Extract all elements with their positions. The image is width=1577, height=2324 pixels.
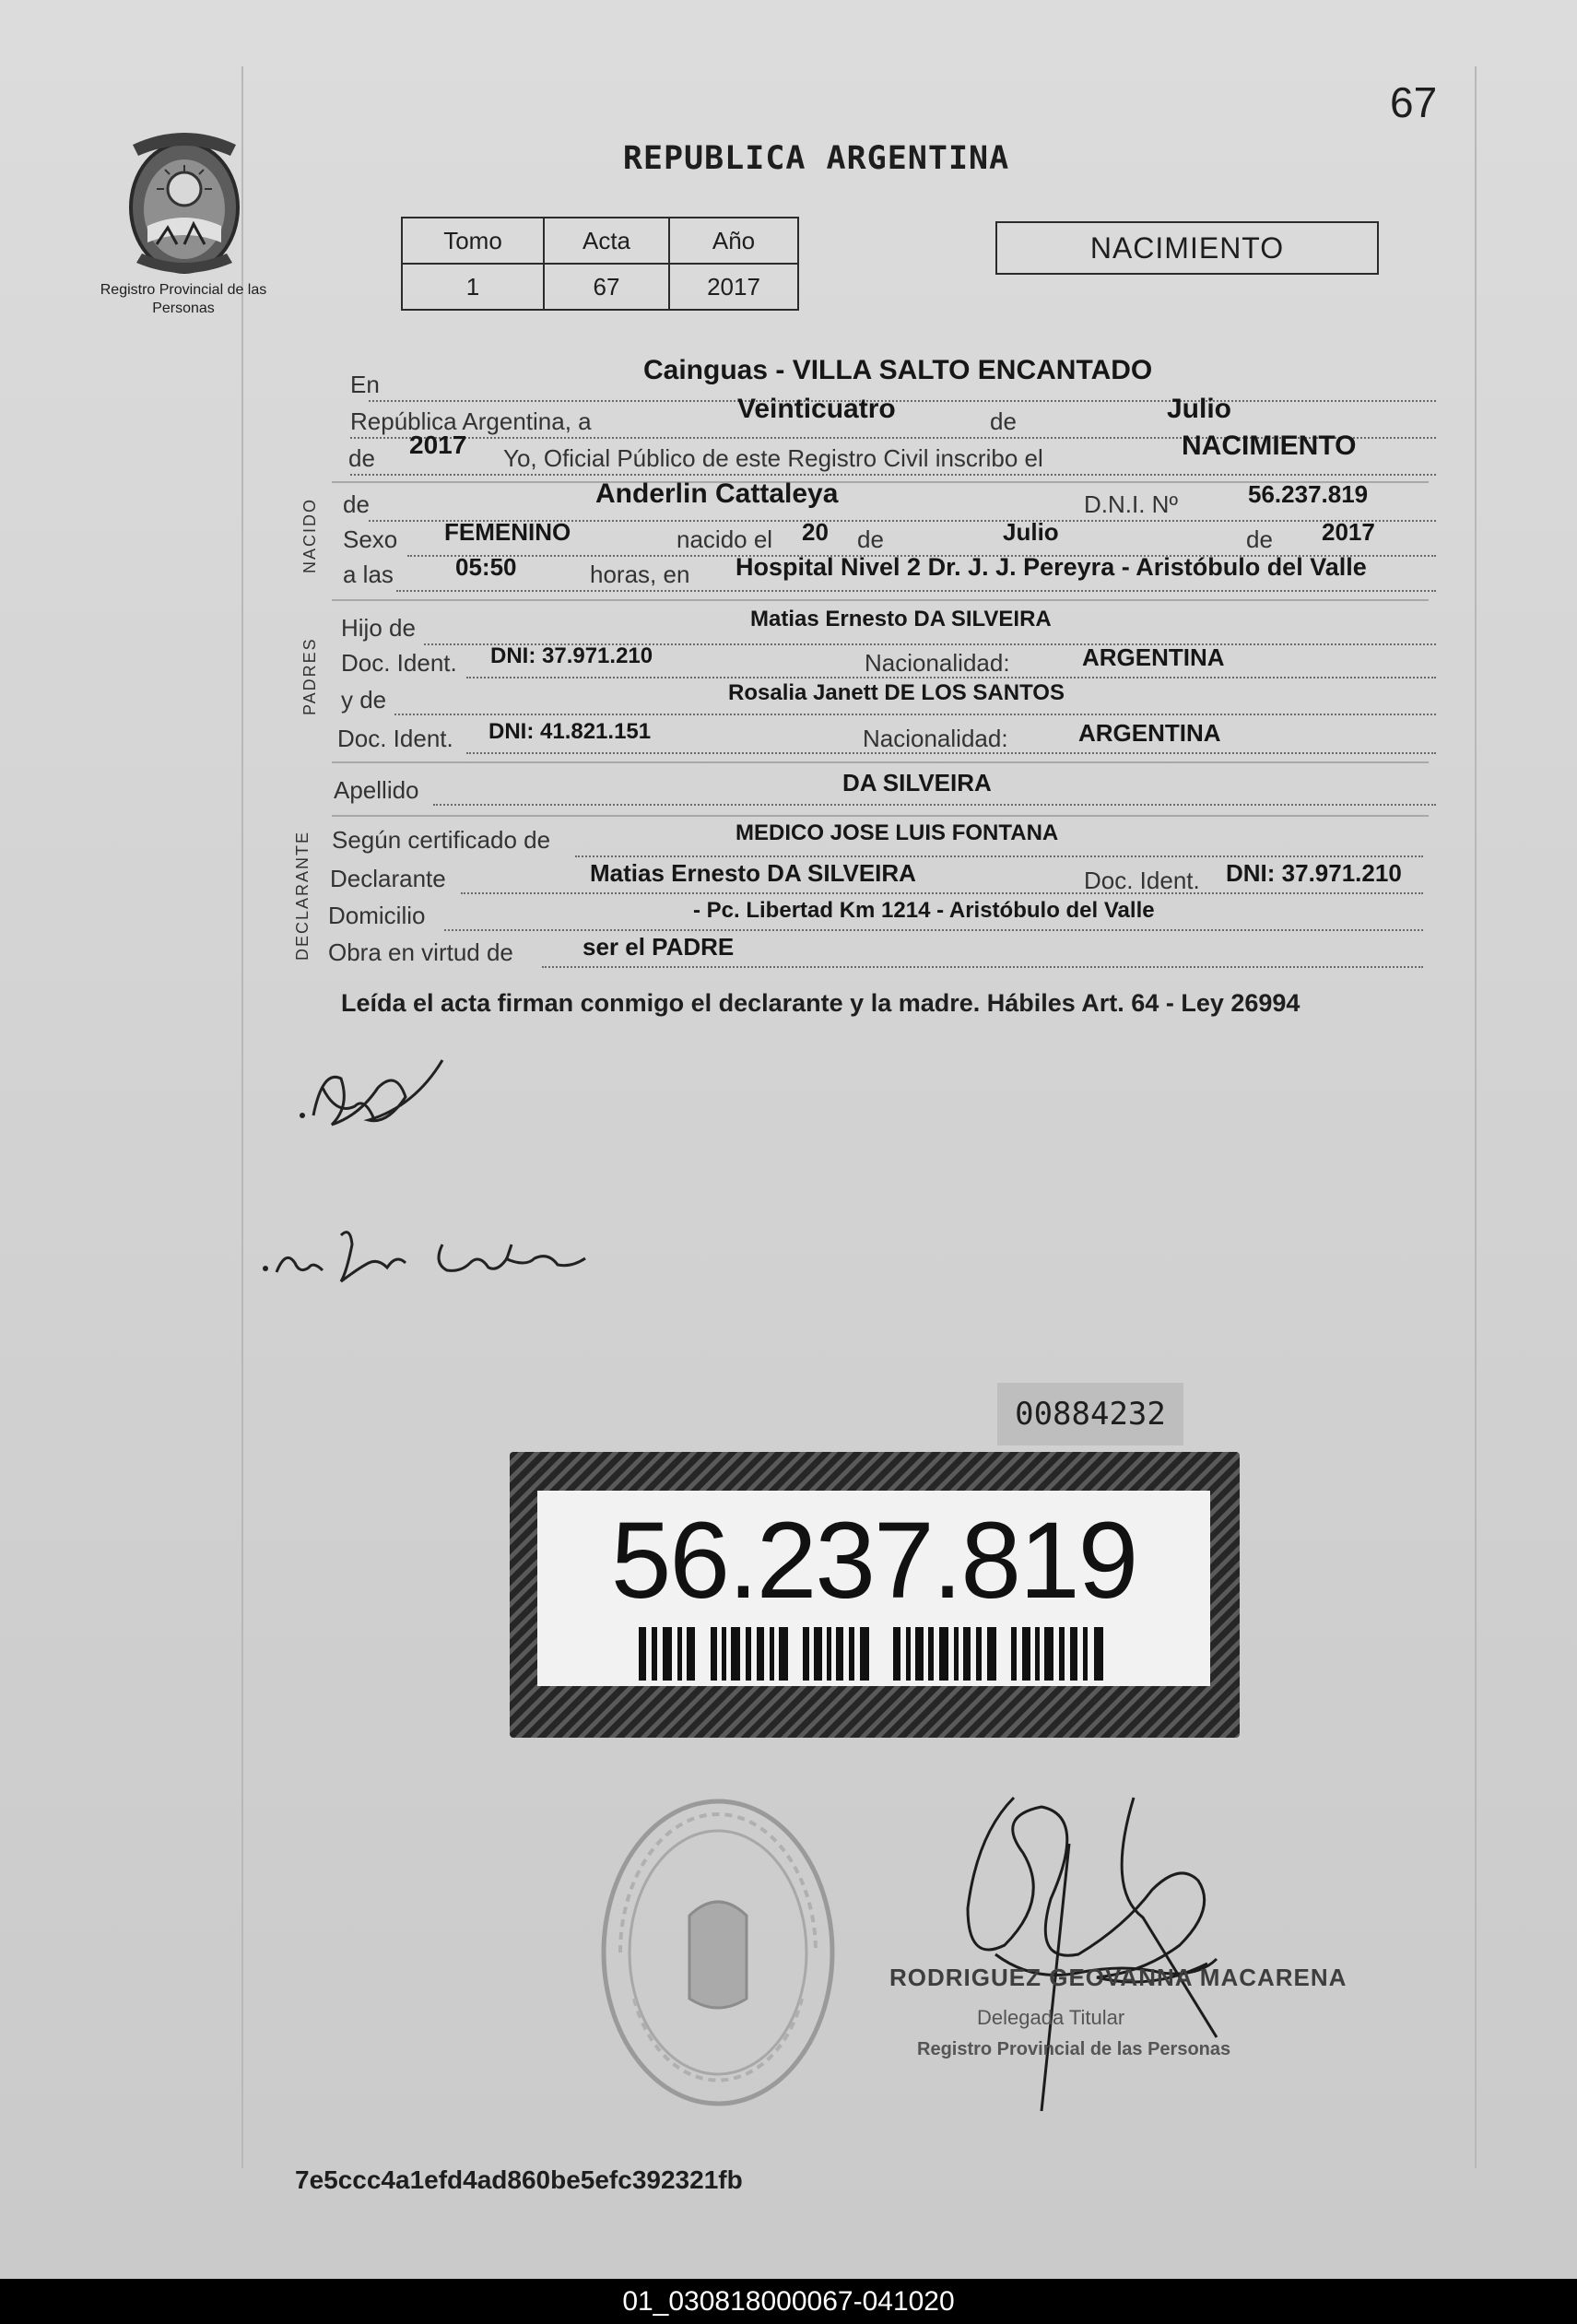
closing-statement: Leída el acta firman conmigo el declarante y la madre. Hábiles Art. 64 - Ley 26994	[341, 989, 1300, 1017]
declarant-doc-label: Doc. Ident.	[1084, 867, 1200, 894]
official-role: Delegada Titular	[977, 2006, 1125, 2029]
province-coat-of-arms-logo	[120, 124, 249, 281]
registry-table	[401, 217, 799, 311]
year-label: de	[348, 444, 375, 472]
month-label: de	[990, 407, 1017, 435]
control-number: 00884232	[997, 1383, 1183, 1445]
father-name-value: Matias Ernesto DA SILVEIRA	[750, 607, 1052, 631]
surname-value: DA SILVEIRA	[842, 769, 992, 796]
dni-barcode-label	[510, 1452, 1240, 1738]
registry-header-tomo: Tomo	[402, 218, 544, 264]
official-office: Registro Provincial de las Personas	[917, 2039, 1231, 2059]
mother-doc-value: DNI: 41.821.151	[488, 719, 652, 744]
registry-header-ano: Año	[669, 218, 798, 264]
birth-year-label: de	[1246, 525, 1273, 553]
father-doc-label: Doc. Ident.	[341, 649, 457, 677]
footer-code: 01_030818000067-041020	[622, 2286, 955, 2317]
registry-office-caption: Registro Provincial de las Personas	[100, 282, 267, 316]
month-value: Julio	[1167, 394, 1232, 424]
official-stamp	[597, 1796, 839, 2109]
place-value: Cainguas - VILLA SALTO ENCANTADO	[643, 355, 1153, 385]
surname-label: Apellido	[334, 776, 419, 804]
mother-signature	[258, 1217, 590, 1291]
birth-place-value: Hospital Nivel 2 Dr. J. J. Pereyra - Aristóbulo del Valle	[736, 553, 1367, 581]
birth-month-value: Julio	[1003, 518, 1059, 546]
declarant-label: Declarante	[330, 865, 446, 892]
barcode-bars	[639, 1627, 1109, 1681]
father-label: Hijo de	[341, 614, 416, 642]
child-name-value: Anderlin Cattaleya	[595, 478, 839, 509]
mother-nationality-value: ARGENTINA	[1078, 719, 1221, 747]
child-dni-value: 56.237.819	[1248, 480, 1369, 508]
mother-nationality-label: Nacionalidad:	[863, 725, 1008, 752]
republica-label: República Argentina, a	[350, 407, 592, 435]
act-type-value: NACIMIENTO	[1182, 431, 1357, 461]
document-hash: 7e5ccc4a1efd4ad860be5efc392321fb	[295, 2165, 743, 2194]
father-doc-value: DNI: 37.971.210	[490, 643, 653, 668]
certificate-label: Según certificado de	[332, 826, 551, 854]
mother-name-value: Rosalia Janett DE LOS SANTOS	[728, 680, 1065, 705]
declarant-doc-value: DNI: 37.971.210	[1226, 859, 1402, 887]
place-label: En	[350, 371, 380, 398]
mother-doc-label: Doc. Ident.	[337, 725, 453, 752]
child-name-label: de	[343, 490, 370, 518]
sex-value: FEMENINO	[444, 518, 571, 546]
registry-value-ano: 2017	[669, 264, 798, 310]
address-value: - Pc. Libertad Km 1214 - Aristóbulo del Valle	[693, 898, 1155, 923]
birth-month-label: de	[857, 525, 884, 553]
registry-value-acta: 67	[544, 264, 669, 310]
section-label-declarante: DECLARANTE	[293, 830, 312, 961]
registry-value-tomo: 1	[402, 264, 544, 310]
mother-label: y de	[341, 686, 387, 714]
registry-table-header-row	[402, 218, 798, 264]
section-label-nacido: NACIDO	[300, 497, 319, 573]
section-label-padres: PADRES	[300, 637, 319, 715]
barcode-number: 56.237.819	[610, 1500, 1137, 1622]
page-number: 67	[1390, 78, 1438, 126]
father-nationality-value: ARGENTINA	[1082, 643, 1225, 671]
declarant-name-value: Matias Ernesto DA SILVEIRA	[590, 859, 916, 887]
year-value: 2017	[409, 431, 467, 459]
father-nationality-label: Nacionalidad:	[865, 649, 1010, 677]
born-label: nacido el	[677, 525, 773, 553]
birth-year-value: 2017	[1322, 518, 1375, 546]
section-divider-declarante	[332, 815, 1429, 817]
record-type-box: NACIMIENTO	[995, 221, 1379, 275]
birth-day-value: 20	[802, 518, 829, 546]
address-label: Domicilio	[328, 902, 426, 929]
hours-label: horas, en	[590, 560, 690, 588]
sex-label: Sexo	[343, 525, 398, 553]
official-name: RODRIGUEZ GEOVANNA MACARENA	[889, 1964, 1348, 1991]
header-title: REPUBLICA ARGENTINA	[622, 140, 1010, 177]
barcode-panel	[537, 1491, 1210, 1686]
section-divider-padres	[332, 599, 1429, 601]
oficial-text: Yo, Oficial Público de este Registro Civil inscribo el	[503, 444, 1043, 472]
certificate-value: MEDICO JOSE LUIS FONTANA	[736, 820, 1059, 845]
registry-header-acta: Acta	[544, 218, 669, 264]
footer-code-bar	[0, 2279, 1577, 2324]
capacity-value: ser el PADRE	[583, 933, 735, 961]
dni-label: D.N.I. Nº	[1084, 490, 1178, 518]
declarant-signature	[295, 1051, 452, 1143]
section-divider-apellido	[332, 761, 1429, 763]
day-value: Veinticuatro	[737, 394, 896, 424]
birth-time-value: 05:50	[455, 553, 517, 581]
capacity-label: Obra en virtud de	[328, 938, 513, 966]
time-label: a las	[343, 560, 394, 588]
registry-table-value-row	[402, 264, 798, 310]
